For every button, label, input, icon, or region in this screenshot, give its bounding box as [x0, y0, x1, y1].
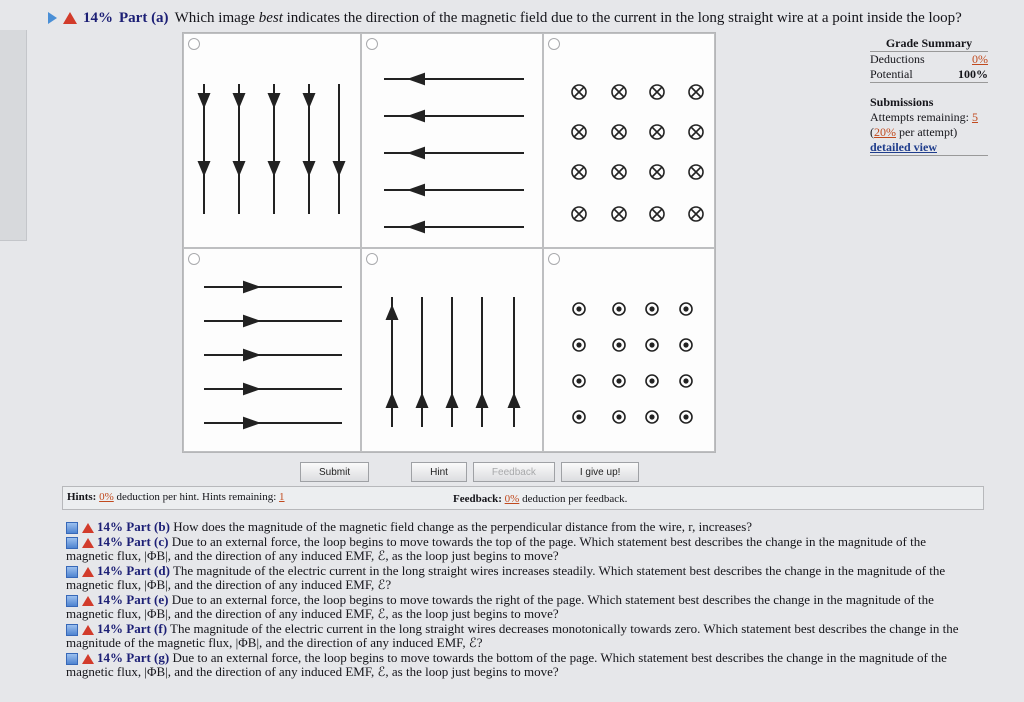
option-vertical-down-arrows[interactable]	[183, 33, 361, 248]
up-arrows-figure	[362, 249, 542, 451]
warning-icon	[82, 523, 94, 533]
part-f-item[interactable]: 14% Part (f) The magnitude of the electric current in the long straight wires decreases monotonically towards zero. Which statement best describes the change in the magnitude of the magnetic flux, |ΦB|, and the direction of any induced EMF, ℰ?	[66, 620, 959, 650]
part-c-item[interactable]: 14% Part (c) Due to an external force, the loop begins to move towards the top of the page. Which statement best describes the change in the magnitude of the magnetic flux, |ΦB|, and the direction of any induced EMF, ℰ, as the loop just begins to move?	[66, 533, 926, 563]
detailed-view-link[interactable]: detailed view	[870, 140, 988, 156]
other-parts-list	[62, 520, 962, 680]
submissions-title: Submissions	[870, 95, 934, 109]
warning-icon	[82, 625, 94, 635]
give-up-button[interactable]: I give up!	[561, 462, 640, 482]
potential-label: Potential	[870, 67, 913, 81]
submit-button[interactable]: Submit	[300, 462, 369, 482]
question-text: Which image best indicates the direction of the magnetic field due to the current in the long straight wire at a point inside the loop?	[174, 9, 962, 26]
hints-info: Hints: 0% deduction per hint. Hints remaining: 1	[67, 491, 285, 503]
answer-options-grid	[182, 32, 716, 453]
button-bar	[300, 462, 639, 482]
option-into-page-symbols[interactable]	[543, 33, 715, 248]
expand-icon	[66, 537, 78, 549]
part-d-item[interactable]: 14% Part (d) The magnitude of the electric current in the long straight wires increases steadily. Which statement best describes the change in the magnitude of the magnetic flux, |ΦB|, and the direction of any induced EMF, ℰ?	[66, 562, 946, 592]
hints-feedback-bar	[62, 486, 984, 510]
option-vertical-up-arrows[interactable]	[361, 248, 543, 452]
warning-icon	[82, 654, 94, 664]
part-label: Part (a)	[119, 9, 169, 26]
expand-icon	[66, 595, 78, 607]
per-attempt-note: (20% per attempt)	[870, 125, 958, 139]
expand-icon	[66, 624, 78, 636]
warning-icon	[82, 567, 94, 577]
part-b-item[interactable]: 14% Part (b) How does the magnitude of the magnetic field change as the perpendicular distance from the wire, r, increases?	[62, 520, 962, 535]
expand-icon	[66, 566, 78, 578]
into-page-figure	[544, 34, 714, 247]
deductions-label: Deductions	[870, 52, 925, 66]
down-arrows-figure	[184, 34, 360, 247]
feedback-info: Feedback: 0% deduction per feedback.	[453, 493, 628, 505]
grade-summary-panel	[870, 36, 988, 156]
attempts-remaining: Attempts remaining: 5	[870, 110, 978, 124]
expand-icon	[66, 653, 78, 665]
deductions-value: 0%	[972, 52, 988, 66]
hint-button[interactable]: Hint	[411, 462, 467, 482]
out-of-page-figure	[544, 249, 714, 451]
expand-triangle-icon[interactable]	[48, 12, 57, 24]
feedback-button: Feedback	[473, 462, 555, 482]
warning-icon	[82, 596, 94, 606]
left-side-panel	[0, 30, 27, 241]
warning-icon	[82, 538, 94, 548]
part-percent: 14%	[83, 9, 113, 26]
potential-value: 100%	[958, 67, 988, 81]
part-g-item[interactable]: 14% Part (g) Due to an external force, the loop begins to move towards the bottom of the page. Which statement best describes the change in the magnitude of the magnetic flux, |ΦB|, and the direction of any induced EMF, ℰ, as the loop just begins to move?	[66, 649, 947, 679]
part-e-item[interactable]: 14% Part (e) Due to an external force, the loop begins to move towards the right of the page. Which statement best describes the change in the magnitude of the magnetic flux, |ΦB|, and the direction of any induced EMF, ℰ, as the loop just begins to move?	[66, 591, 934, 621]
left-arrows-figure	[362, 34, 542, 247]
grade-summary-title: Grade Summary	[870, 36, 988, 52]
warning-icon	[63, 12, 77, 24]
option-out-of-page-symbols[interactable]	[543, 248, 715, 452]
question-header	[48, 6, 978, 30]
expand-icon	[66, 522, 78, 534]
option-horizontal-left-arrows[interactable]	[361, 33, 543, 248]
option-horizontal-right-arrows[interactable]	[183, 248, 361, 452]
right-arrows-figure	[184, 249, 360, 451]
